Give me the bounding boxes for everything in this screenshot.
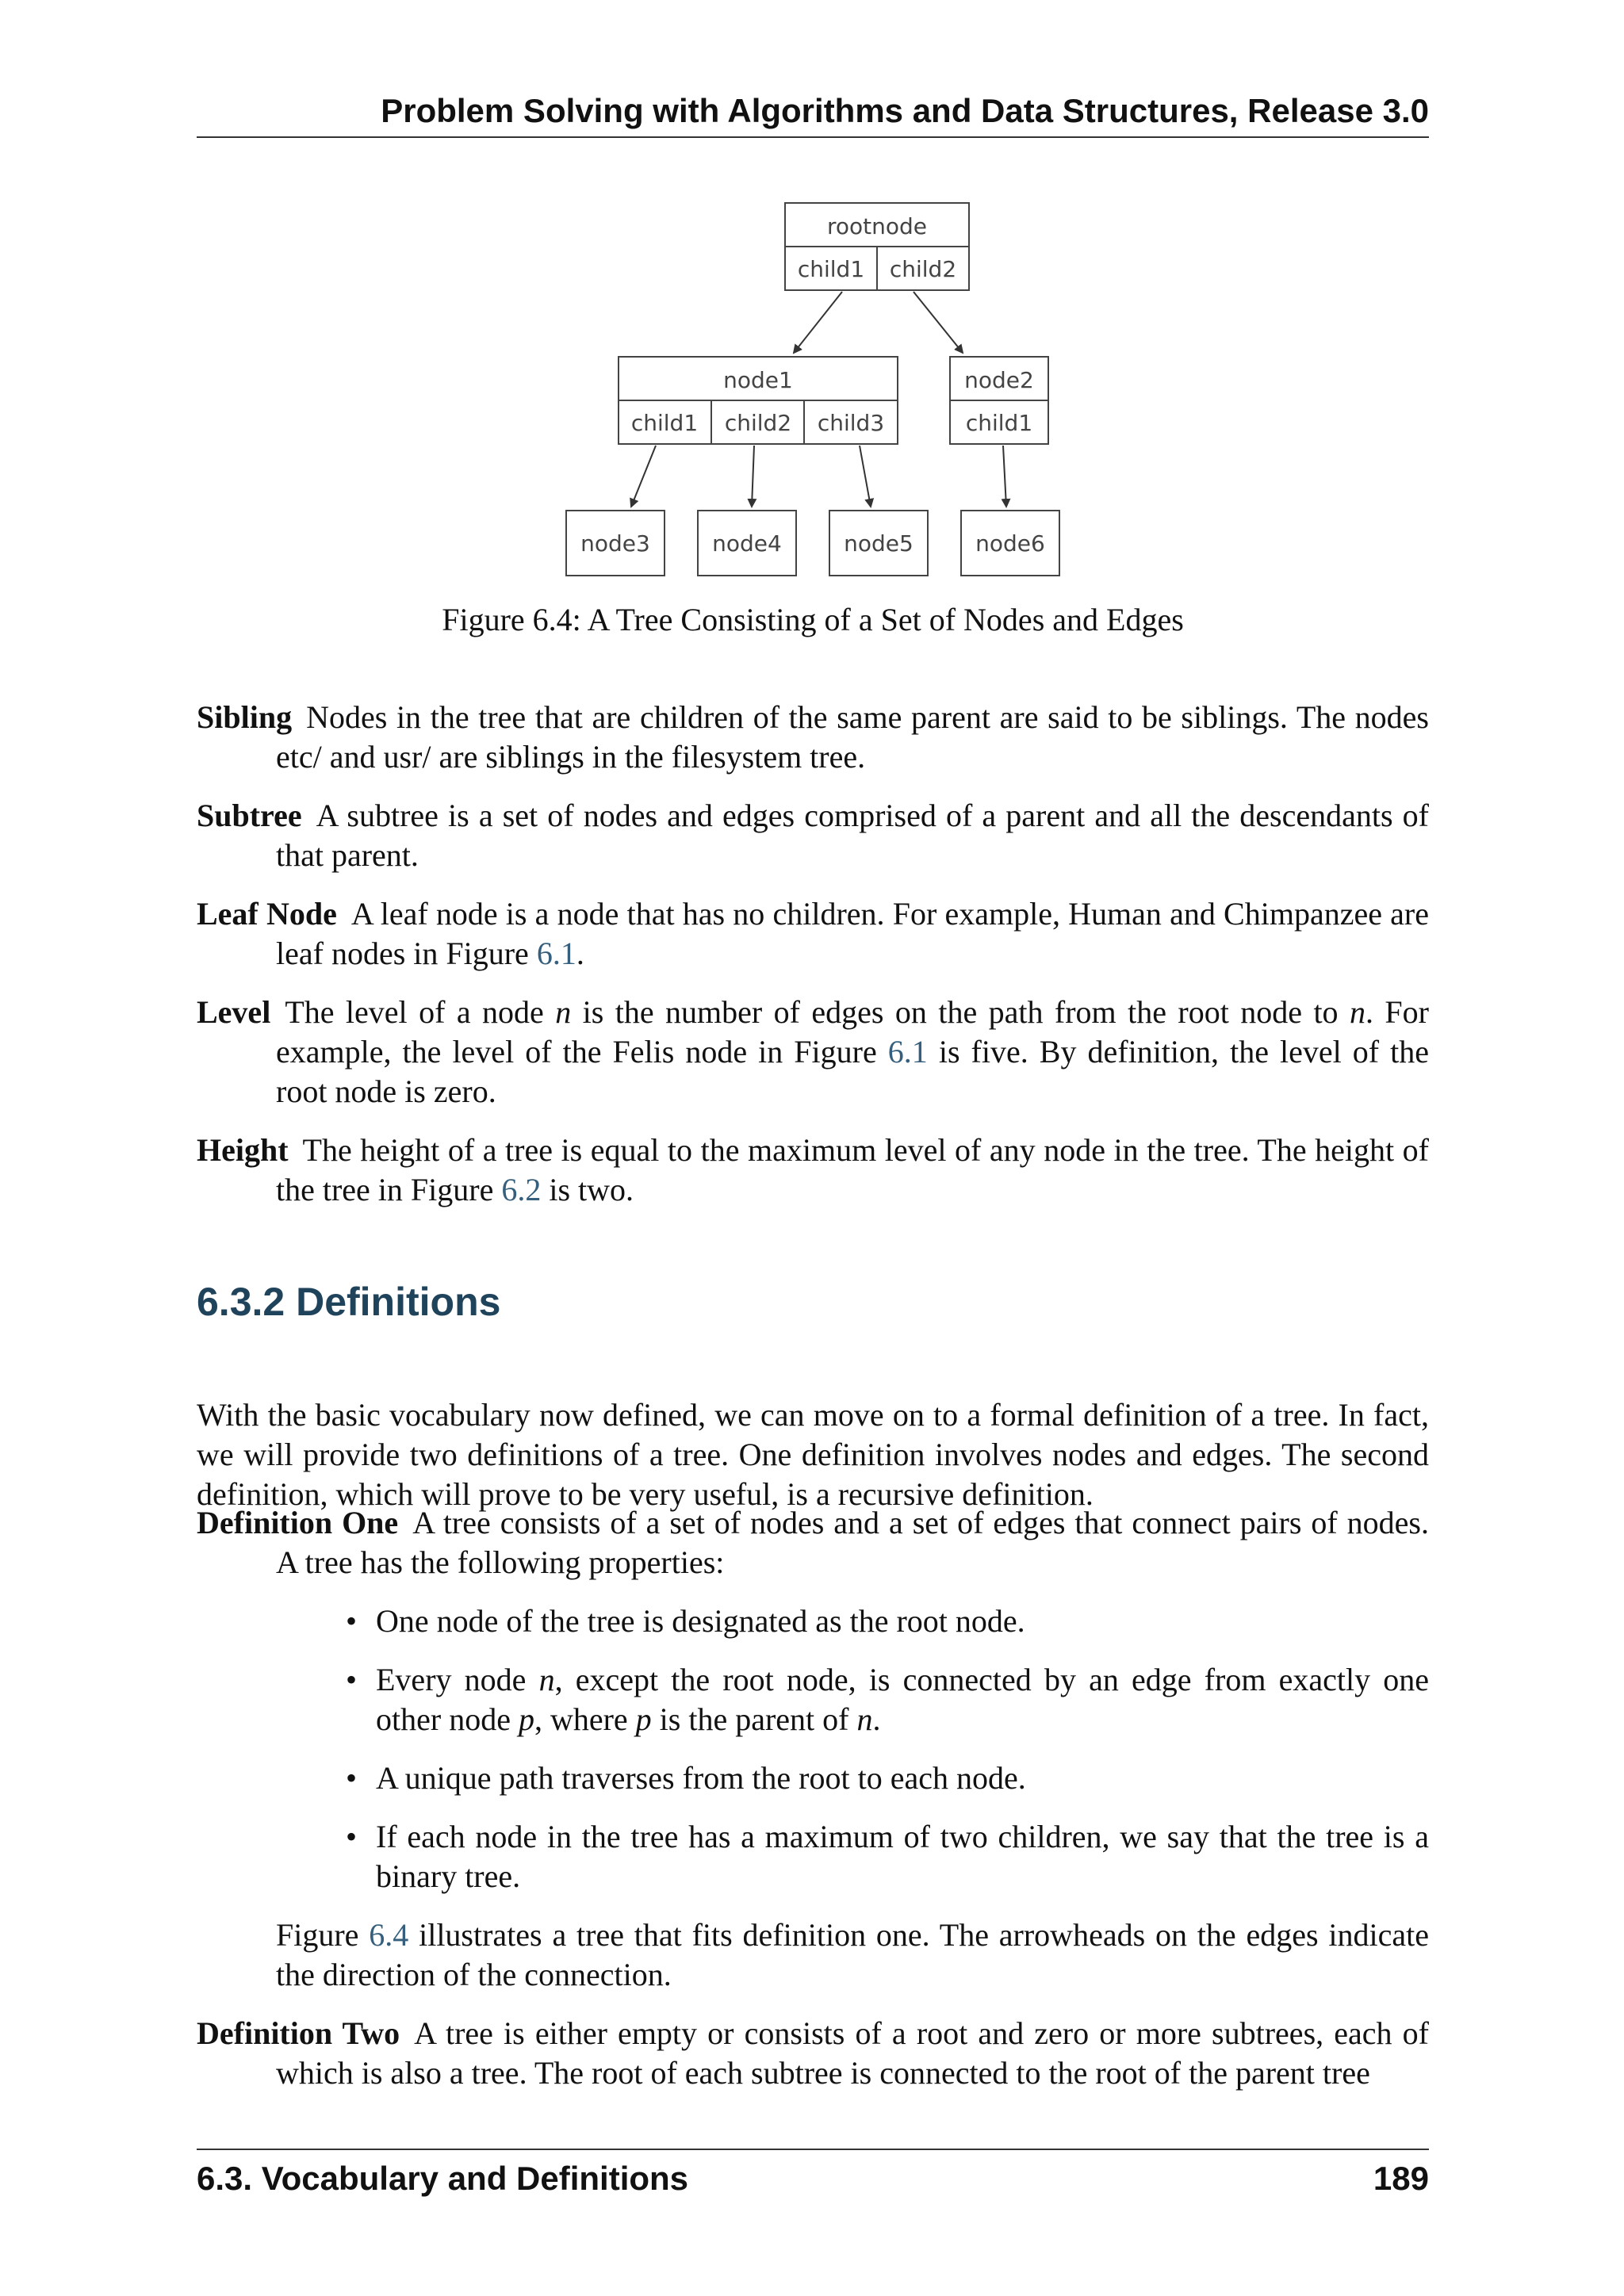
bullet-icon: • xyxy=(346,1603,358,1639)
node2-label: node2 xyxy=(964,367,1034,393)
properties-list xyxy=(346,1601,1429,1896)
list-item: • One node of the tree is designated as the root node. xyxy=(346,1601,1429,1641)
definition-one-text: A tree consists of a set of nodes and a set of edges that connect pairs of nodes. A tree has the following properties: xyxy=(276,1505,1429,1580)
definition-two-text: A tree is either empty or consists of a root and zero or more subtrees, each of which is also a tree. The root of each subtree is connected to the root of the parent tree xyxy=(276,2015,1429,2091)
node5-label: node5 xyxy=(844,530,914,557)
figure-6-1-link[interactable]: 6.1 xyxy=(536,936,576,971)
formal-definitions xyxy=(197,1503,1429,2112)
term-subtree: Subtree xyxy=(197,798,302,833)
rootnode-child1-label: child1 xyxy=(797,256,865,282)
rootnode-label: rootnode xyxy=(826,213,928,239)
bullet-icon: • xyxy=(346,1662,358,1697)
definition-leaf-node: Leaf Node A leaf node is a node that has no children. For example, Human and Chimpanzee are leaf nodes in Figure 6.1. xyxy=(197,896,1430,971)
term-definition-two: Definition Two xyxy=(197,2015,400,2051)
rootnode-box xyxy=(785,203,969,290)
edge-node1-node3 xyxy=(631,446,656,507)
term-definition-one: Definition One xyxy=(197,1505,399,1540)
page-number: 189 xyxy=(1373,2160,1429,2197)
rootnode-child2-label: child2 xyxy=(889,256,957,282)
running-header: Problem Solving with Algorithms and Data Structures, Release 3.0 xyxy=(381,92,1429,129)
section-heading: 6.3.2 Definitions xyxy=(197,1280,501,1324)
node1-child1-label: child1 xyxy=(630,410,699,436)
node2-box xyxy=(950,357,1048,444)
footer-rule xyxy=(197,2149,1429,2150)
definition-subtree-text: A subtree is a set of nodes and edges comprised of a parent and all the descendants of that parent. xyxy=(276,798,1429,873)
figure-6-4-link[interactable]: 6.4 xyxy=(369,1917,409,1953)
definition-height: Height The height of a tree is equal to the maximum level of any node in the tree. The height of the tree in Figure 6.2 is two. xyxy=(197,1132,1429,1207)
node3-box xyxy=(566,511,665,576)
bullet-icon: • xyxy=(346,1819,358,1854)
tree-figure xyxy=(555,190,1078,587)
list-item: • If each node in the tree has a maximum of two children, we say that the tree is a binary tree. xyxy=(346,1819,1429,1894)
node6-box xyxy=(961,511,1059,576)
term-height: Height xyxy=(197,1132,289,1168)
node1-child2-label: child2 xyxy=(724,410,792,436)
bullet-icon: • xyxy=(346,1760,358,1796)
figure-6-2-link[interactable]: 6.2 xyxy=(501,1172,542,1207)
figure-reference-paragraph: Figure 6.4 illustrates a tree that fits definition one. The arrowheads on the edges indicate the direction of the connection. xyxy=(276,1917,1429,1992)
node2-child1-label: child1 xyxy=(965,410,1033,436)
definition-subtree xyxy=(197,796,1429,875)
term-level: Level xyxy=(197,994,271,1030)
list-item: • A unique path traverses from the root to each node. xyxy=(346,1758,1429,1798)
edge-node2-node6 xyxy=(1003,446,1006,507)
figure-6-1-link[interactable]: 6.1 xyxy=(887,1034,928,1070)
term-leaf-node: Leaf Node xyxy=(197,896,337,932)
definition-sibling-text: Nodes in the tree that are children of the same parent are said to be siblings. The nodes etc/ and usr/ are siblings in the filesystem tree. xyxy=(276,699,1429,775)
header-rule xyxy=(197,136,1429,138)
definition-level: Level The level of a node n is the number of edges on the path from the root node to n. For example, the level of the Felis node in Figure 6.1 is five. By definition, the level of the root node is zero. xyxy=(197,994,1429,1109)
node3-label: node3 xyxy=(580,530,650,557)
node1-label: node1 xyxy=(723,367,793,393)
node1-child3-label: child3 xyxy=(817,410,885,436)
definition-sibling xyxy=(197,698,1429,777)
list-item: • Every node n, except the root node, is connected by an edge from exactly one other node p, where p is the parent of n. xyxy=(346,1662,1430,1737)
figure-caption: Figure 6.4: A Tree Consisting of a Set of Nodes and Edges xyxy=(442,602,1184,637)
edge-root-node1 xyxy=(794,292,842,353)
tree-diagram xyxy=(555,190,1078,587)
intro-paragraph: With the basic vocabulary now defined, we can move on to a formal definition of a tree. In fact, we will provide two definitions of a tree. One definition involves nodes and edges. The second definition, which will prove to be very useful, is a recursive definition. xyxy=(197,1397,1429,1512)
definition-two xyxy=(197,2014,1429,2093)
edge-node1-node5 xyxy=(860,446,871,507)
term-sibling: Sibling xyxy=(197,699,293,735)
node1-box xyxy=(619,357,898,444)
footer-section-title: 6.3. Vocabulary and Definitions xyxy=(197,2160,689,2197)
node5-box xyxy=(829,511,928,576)
vocabulary-definitions xyxy=(197,698,1429,1229)
edge-root-node2 xyxy=(914,292,963,353)
node4-label: node4 xyxy=(712,530,782,557)
node6-label: node6 xyxy=(975,530,1045,557)
node4-box xyxy=(698,511,796,576)
edge-node1-node4 xyxy=(752,446,754,507)
definition-one xyxy=(197,1503,1429,1896)
